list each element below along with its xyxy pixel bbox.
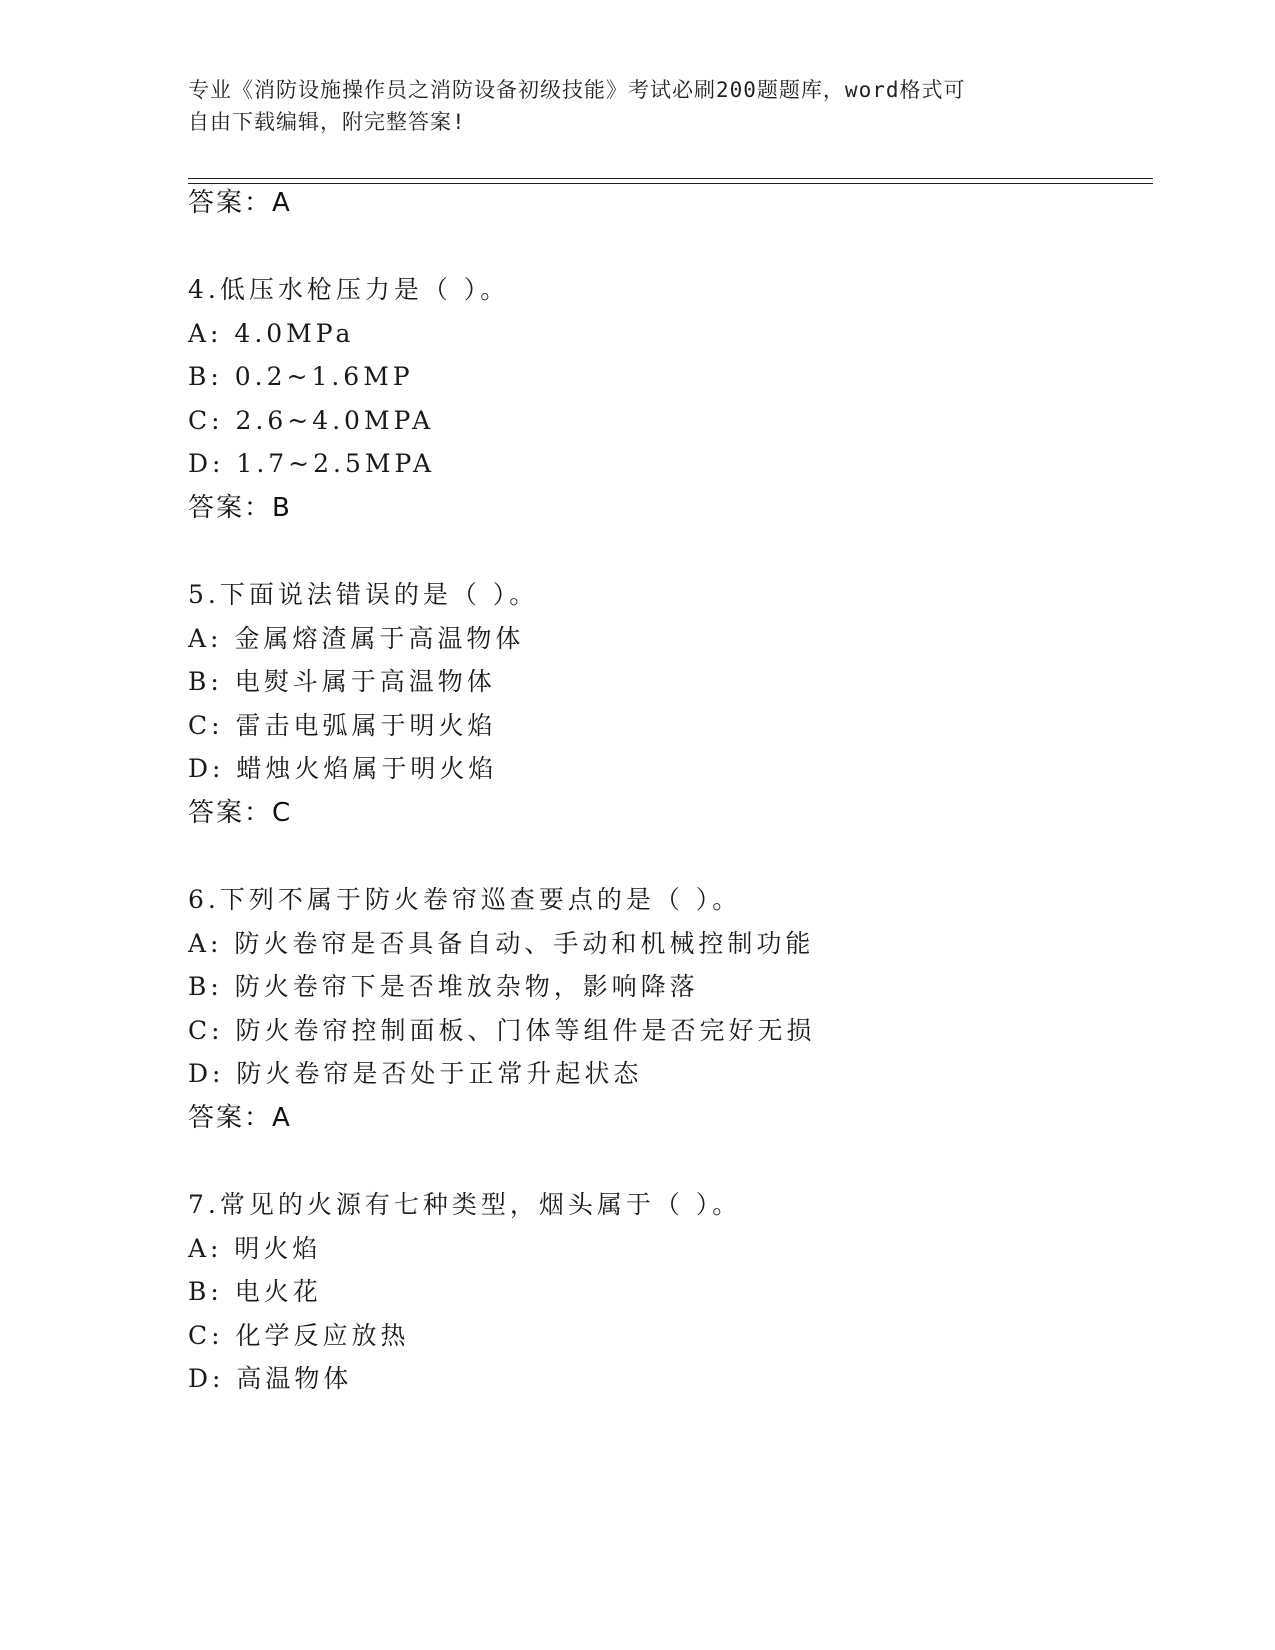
question-4-option-b: B: 0.2~1.6MP	[188, 362, 414, 391]
question-5-option-d: D: 蜡烛火焰属于明火焰	[188, 754, 498, 783]
question-7-option-d: D: 高温物体	[188, 1364, 353, 1393]
question-4-stem: 4.低压水枪压力是（ ）。	[188, 275, 510, 304]
question-4-option-c: C: 2.6~4.0MPA	[188, 406, 435, 435]
header-line-1: 专业《消防设施操作员之消防设备初级技能》考试必刷200题题库，word格式可	[188, 78, 966, 102]
question-5-answer: 答案：C	[188, 798, 293, 828]
question-6-option-c: C: 防火卷帘控制面板、门体等组件是否完好无损	[188, 1016, 816, 1045]
question-7-option-c: C: 化学反应放热	[188, 1321, 410, 1350]
question-4-option-d: D: 1.7~2.5MPA	[188, 449, 436, 478]
document-header	[188, 74, 1088, 138]
question-6-option-a: A: 防火卷帘是否具备自动、手动和机械控制功能	[188, 929, 815, 958]
question-7-stem: 7.常见的火源有七种类型，烟头属于（ ）。	[188, 1190, 742, 1219]
answer-line: 答案：A	[188, 188, 292, 218]
header-divider-top	[188, 178, 1153, 179]
question-5-stem: 5.下面说法错误的是（ ）。	[188, 580, 539, 609]
question-6-stem: 6.下列不属于防火卷帘巡查要点的是（ ）。	[188, 885, 742, 914]
question-5-option-c: C: 雷击电弧属于明火焰	[188, 711, 497, 740]
question-4-answer: 答案：B	[188, 493, 292, 523]
header-line-2: 自由下载编辑，附完整答案!	[188, 110, 466, 134]
question-7-option-a: A: 明火焰	[188, 1234, 322, 1263]
question-6-option-d: D: 防火卷帘是否处于正常升起状态	[188, 1059, 643, 1088]
question-5-option-a: A: 金属熔渣属于高温物体	[188, 624, 525, 653]
question-6-answer: 答案：A	[188, 1103, 292, 1133]
question-5-option-b: B: 电熨斗属于高温物体	[188, 667, 496, 696]
question-7-option-b: B: 电火花	[188, 1277, 322, 1306]
header-divider-bottom	[188, 183, 1153, 184]
question-4-option-a: A: 4.0MPa	[188, 319, 355, 348]
question-6-option-b: B: 防火卷帘下是否堆放杂物，影响降落	[188, 972, 699, 1001]
